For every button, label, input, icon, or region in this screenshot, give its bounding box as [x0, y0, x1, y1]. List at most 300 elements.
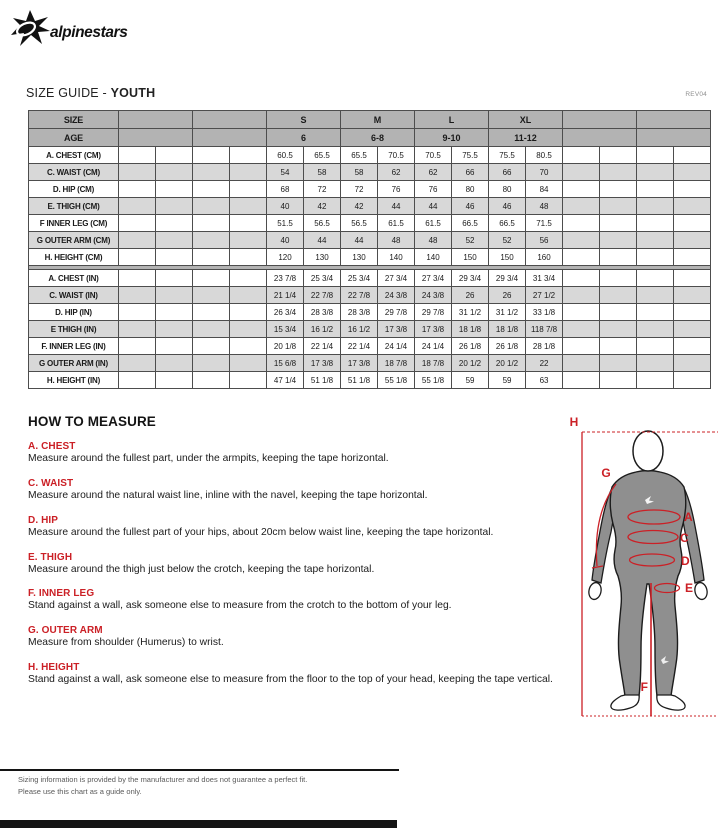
empty-cell: [674, 147, 711, 164]
empty-cell: [156, 270, 193, 287]
empty-header-cell: [119, 129, 193, 147]
empty-cell: [600, 232, 637, 249]
empty-cell: [674, 215, 711, 232]
row-label: A. CHEST (IN): [29, 270, 119, 287]
empty-cell: [119, 249, 156, 266]
measure-item: [28, 552, 568, 577]
empty-cell: [637, 372, 674, 389]
table-row: [29, 304, 711, 321]
empty-cell: [637, 164, 674, 181]
value-cell: 29 7/8: [415, 304, 452, 321]
page-title: [26, 86, 155, 100]
empty-cell: [119, 287, 156, 304]
empty-cell: [637, 270, 674, 287]
figure-body: [610, 471, 686, 697]
empty-cell: [119, 270, 156, 287]
empty-cell: [563, 287, 600, 304]
measure-item-label: C. WAIST: [28, 477, 74, 489]
row-label: H. HEIGHT (IN): [29, 372, 119, 389]
empty-cell: [600, 181, 637, 198]
empty-cell: [674, 338, 711, 355]
empty-cell: [156, 355, 193, 372]
size-table: [28, 110, 711, 389]
empty-header-cell: [637, 129, 711, 147]
value-cell: 23 7/8: [267, 270, 304, 287]
empty-cell: [230, 215, 267, 232]
value-cell: 24 3/8: [378, 287, 415, 304]
footer-divider: [0, 769, 399, 771]
table-row: [29, 338, 711, 355]
empty-cell: [156, 198, 193, 215]
value-cell: 66.5: [489, 215, 526, 232]
empty-cell: [674, 355, 711, 372]
empty-cell: [193, 232, 230, 249]
value-cell: 56.5: [304, 215, 341, 232]
empty-cell: [193, 147, 230, 164]
header-cell: 11-12: [489, 129, 563, 147]
value-cell: 80.5: [526, 147, 563, 164]
value-cell: 44: [341, 232, 378, 249]
empty-cell: [193, 304, 230, 321]
value-cell: 56: [526, 232, 563, 249]
value-cell: 70: [526, 164, 563, 181]
value-cell: 72: [304, 181, 341, 198]
value-cell: 120: [267, 249, 304, 266]
value-cell: 47 1/4: [267, 372, 304, 389]
value-cell: 54: [267, 164, 304, 181]
value-cell: 22 7/8: [341, 287, 378, 304]
value-cell: 150: [452, 249, 489, 266]
measure-item: [28, 588, 568, 613]
value-cell: 65.5: [341, 147, 378, 164]
row-label: E. THIGH (CM): [29, 198, 119, 215]
value-cell: 61.5: [415, 215, 452, 232]
empty-cell: [193, 181, 230, 198]
value-cell: 140: [415, 249, 452, 266]
value-cell: 62: [378, 164, 415, 181]
measure-item: [28, 478, 568, 503]
value-cell: 24 1/4: [378, 338, 415, 355]
empty-cell: [600, 215, 637, 232]
empty-cell: [156, 181, 193, 198]
value-cell: 17 3/8: [415, 321, 452, 338]
value-cell: 68: [267, 181, 304, 198]
value-cell: 55 1/8: [378, 372, 415, 389]
value-cell: 18 7/8: [415, 355, 452, 372]
empty-cell: [193, 270, 230, 287]
figure-label-height: H: [569, 415, 579, 429]
how-to-measure-section: [28, 414, 568, 687]
figure-label-chest: A: [684, 510, 693, 524]
value-cell: 28 3/8: [304, 304, 341, 321]
figure-left-foot: [611, 695, 639, 710]
measure-item-label: D. HIP: [28, 514, 59, 526]
measure-item-label: G. OUTER ARM: [28, 625, 103, 637]
empty-cell: [563, 147, 600, 164]
value-cell: 40: [267, 198, 304, 215]
empty-cell: [119, 147, 156, 164]
empty-cell: [193, 372, 230, 389]
table-row: [29, 181, 711, 198]
table-row: [29, 355, 711, 372]
empty-cell: [119, 321, 156, 338]
value-cell: 58: [341, 164, 378, 181]
empty-cell: [230, 372, 267, 389]
value-cell: 22 1/4: [304, 338, 341, 355]
row-label: E THIGH (IN): [29, 321, 119, 338]
value-cell: 160: [526, 249, 563, 266]
figure-right-foot: [657, 695, 685, 710]
empty-cell: [637, 147, 674, 164]
empty-header-cell: [563, 111, 637, 129]
empty-cell: [230, 249, 267, 266]
value-cell: 46: [489, 198, 526, 215]
empty-cell: [600, 198, 637, 215]
header-cell: S: [267, 111, 341, 129]
empty-cell: [600, 270, 637, 287]
table-row: [29, 147, 711, 164]
empty-cell: [637, 215, 674, 232]
empty-cell: [193, 249, 230, 266]
figure-left-hand: [587, 581, 602, 600]
figure-head: [633, 431, 663, 471]
value-cell: 15 3/4: [267, 321, 304, 338]
value-cell: 84: [526, 181, 563, 198]
how-to-measure-heading: HOW TO MEASURE: [28, 414, 156, 429]
value-cell: 17 3/8: [304, 355, 341, 372]
footer-disclaimer: [18, 774, 307, 797]
empty-cell: [674, 198, 711, 215]
empty-cell: [674, 232, 711, 249]
measure-item-text: Measure around the fullest part of your hips, about 20cm below waist line, keeping the tape horizontal.: [28, 526, 494, 538]
empty-cell: [637, 304, 674, 321]
figure-right-hand: [693, 581, 708, 600]
value-cell: 18 1/8: [489, 321, 526, 338]
value-cell: 46: [452, 198, 489, 215]
value-cell: 52: [452, 232, 489, 249]
header-cell: XL: [489, 111, 563, 129]
age-header-row: [29, 129, 711, 147]
value-cell: 66.5: [452, 215, 489, 232]
value-cell: 59: [489, 372, 526, 389]
value-cell: 42: [341, 198, 378, 215]
table-row: [29, 198, 711, 215]
value-cell: 16 1/2: [341, 321, 378, 338]
empty-header-cell: [637, 111, 711, 129]
value-cell: 48: [526, 198, 563, 215]
empty-cell: [119, 372, 156, 389]
value-cell: 51.5: [267, 215, 304, 232]
footer-bottom-bar: [0, 820, 397, 828]
empty-cell: [563, 181, 600, 198]
empty-header-cell: [563, 129, 637, 147]
value-cell: 65.5: [304, 147, 341, 164]
row-label: C. WAIST (CM): [29, 164, 119, 181]
empty-cell: [156, 215, 193, 232]
row-label: G OUTER ARM (CM): [29, 232, 119, 249]
empty-cell: [230, 164, 267, 181]
measure-item-label: F. INNER LEG: [28, 588, 95, 600]
empty-cell: [563, 372, 600, 389]
empty-cell: [230, 355, 267, 372]
value-cell: 20 1/2: [452, 355, 489, 372]
table-row: [29, 321, 711, 338]
empty-cell: [637, 198, 674, 215]
empty-cell: [637, 232, 674, 249]
empty-cell: [230, 321, 267, 338]
empty-cell: [600, 321, 637, 338]
empty-cell: [119, 215, 156, 232]
empty-cell: [674, 372, 711, 389]
row-label: C. WAIST (IN): [29, 287, 119, 304]
value-cell: 76: [415, 181, 452, 198]
value-cell: 31 3/4: [526, 270, 563, 287]
empty-cell: [600, 338, 637, 355]
empty-cell: [156, 287, 193, 304]
empty-cell: [230, 181, 267, 198]
empty-cell: [563, 338, 600, 355]
empty-cell: [193, 287, 230, 304]
measure-item-text: Stand against a wall, ask someone else to measure from the floor to the top of your head, keeping the tape vertical.: [28, 674, 553, 686]
empty-cell: [637, 287, 674, 304]
empty-cell: [600, 147, 637, 164]
empty-cell: [156, 338, 193, 355]
value-cell: 62: [415, 164, 452, 181]
figure-label-hip: D: [681, 554, 690, 568]
page-title-prefix: SIZE GUIDE -: [26, 86, 107, 100]
empty-cell: [563, 304, 600, 321]
value-cell: 20 1/2: [489, 355, 526, 372]
value-cell: 24 1/4: [415, 338, 452, 355]
empty-cell: [600, 304, 637, 321]
header-cell: M: [341, 111, 415, 129]
value-cell: 31 1/2: [489, 304, 526, 321]
value-cell: 44: [378, 198, 415, 215]
value-cell: 44: [304, 232, 341, 249]
empty-cell: [563, 232, 600, 249]
value-cell: 70.5: [378, 147, 415, 164]
empty-cell: [600, 355, 637, 372]
empty-cell: [563, 164, 600, 181]
value-cell: 56.5: [341, 215, 378, 232]
empty-cell: [674, 164, 711, 181]
empty-cell: [119, 181, 156, 198]
row-label: D. HIP (CM): [29, 181, 119, 198]
value-cell: 48: [378, 232, 415, 249]
value-cell: 33 1/8: [526, 304, 563, 321]
empty-cell: [156, 147, 193, 164]
value-cell: 28 3/8: [341, 304, 378, 321]
table-row: [29, 164, 711, 181]
value-cell: 29 3/4: [452, 270, 489, 287]
value-cell: 75.5: [452, 147, 489, 164]
table-row: [29, 287, 711, 304]
revision-label: REV04: [685, 91, 707, 98]
value-cell: 25 3/4: [341, 270, 378, 287]
page-title-emphasis: YOUTH: [110, 86, 156, 100]
value-cell: 31 1/2: [452, 304, 489, 321]
header-cell: 6: [267, 129, 341, 147]
row-label: F. INNER LEG (IN): [29, 338, 119, 355]
empty-cell: [230, 232, 267, 249]
value-cell: 25 3/4: [304, 270, 341, 287]
figure-label-outer-arm: G: [601, 466, 611, 480]
value-cell: 16 1/2: [304, 321, 341, 338]
empty-cell: [563, 270, 600, 287]
empty-cell: [156, 249, 193, 266]
value-cell: 28 1/8: [526, 338, 563, 355]
value-cell: 60.5: [267, 147, 304, 164]
empty-cell: [563, 215, 600, 232]
value-cell: 17 3/8: [378, 321, 415, 338]
header-cell: 6-8: [341, 129, 415, 147]
value-cell: 44: [415, 198, 452, 215]
empty-cell: [156, 321, 193, 338]
value-cell: 26 3/4: [267, 304, 304, 321]
empty-cell: [230, 338, 267, 355]
value-cell: 22 1/4: [341, 338, 378, 355]
empty-cell: [119, 355, 156, 372]
measure-item: [28, 625, 568, 650]
empty-cell: [600, 287, 637, 304]
empty-cell: [674, 321, 711, 338]
value-cell: 52: [489, 232, 526, 249]
empty-cell: [563, 198, 600, 215]
value-cell: 17 3/8: [341, 355, 378, 372]
value-cell: 18 1/8: [452, 321, 489, 338]
figure-label-inner-leg: F: [640, 680, 648, 694]
empty-cell: [193, 164, 230, 181]
row-label: H. HEIGHT (CM): [29, 249, 119, 266]
measure-item-label: H. HEIGHT: [28, 662, 80, 674]
footer-disclaimer-line2: Please use this chart as a guide only.: [18, 786, 142, 796]
empty-cell: [674, 304, 711, 321]
measure-item: [28, 662, 568, 687]
value-cell: 26: [452, 287, 489, 304]
empty-cell: [230, 270, 267, 287]
value-cell: 20 1/8: [267, 338, 304, 355]
measure-item-text: Measure around the thigh just below the crotch, keeping the tape horizontal.: [28, 563, 375, 575]
value-cell: 29 7/8: [378, 304, 415, 321]
value-cell: 118 7/8: [526, 321, 563, 338]
value-cell: 66: [489, 164, 526, 181]
value-cell: 26 1/8: [489, 338, 526, 355]
value-cell: 27 1/2: [526, 287, 563, 304]
empty-cell: [637, 321, 674, 338]
value-cell: 71.5: [526, 215, 563, 232]
empty-cell: [119, 304, 156, 321]
empty-cell: [156, 304, 193, 321]
measure-item: [28, 441, 568, 466]
row-label: A. CHEST (CM): [29, 147, 119, 164]
row-label: G OUTER ARM (IN): [29, 355, 119, 372]
table-row: [29, 270, 711, 287]
measure-item-text: Stand against a wall, ask someone else to measure from the crotch to the bottom of your leg.: [28, 600, 452, 612]
empty-cell: [156, 164, 193, 181]
value-cell: 140: [378, 249, 415, 266]
value-cell: 48: [415, 232, 452, 249]
value-cell: 42: [304, 198, 341, 215]
header-cell: 9-10: [415, 129, 489, 147]
row-label: F INNER LEG (CM): [29, 215, 119, 232]
empty-cell: [674, 249, 711, 266]
value-cell: 22 7/8: [304, 287, 341, 304]
value-cell: 18 7/8: [378, 355, 415, 372]
empty-cell: [193, 355, 230, 372]
empty-header-cell: [193, 111, 267, 129]
empty-cell: [230, 304, 267, 321]
value-cell: 59: [452, 372, 489, 389]
value-cell: 130: [304, 249, 341, 266]
empty-cell: [193, 215, 230, 232]
alpinestars-star-icon: [11, 10, 50, 46]
empty-cell: [563, 321, 600, 338]
empty-cell: [637, 338, 674, 355]
table-row: [29, 215, 711, 232]
empty-cell: [119, 198, 156, 215]
measure-item-text: Measure from shoulder (Humerus) to wrist.: [28, 637, 224, 649]
alpinestars-logo-graphic: [10, 8, 135, 50]
empty-cell: [193, 338, 230, 355]
empty-cell: [156, 232, 193, 249]
empty-cell: [563, 355, 600, 372]
empty-cell: [156, 372, 193, 389]
empty-cell: [637, 249, 674, 266]
measure-item: [28, 515, 568, 540]
how-to-measure-items: [28, 441, 568, 687]
empty-cell: [674, 287, 711, 304]
empty-cell: [119, 232, 156, 249]
measure-item-label: E. THIGH: [28, 551, 73, 563]
value-cell: 26 1/8: [452, 338, 489, 355]
empty-cell: [230, 287, 267, 304]
value-cell: 51 1/8: [341, 372, 378, 389]
value-cell: 70.5: [415, 147, 452, 164]
empty-cell: [637, 181, 674, 198]
value-cell: 22: [526, 355, 563, 372]
brand-logo: [10, 8, 135, 55]
empty-cell: [230, 198, 267, 215]
value-cell: 26: [489, 287, 526, 304]
brand-logo-text: alpinestars: [50, 24, 128, 41]
empty-cell: [230, 147, 267, 164]
empty-cell: [119, 338, 156, 355]
table-row: [29, 232, 711, 249]
value-cell: 55 1/8: [415, 372, 452, 389]
value-cell: 27 3/4: [378, 270, 415, 287]
value-cell: 75.5: [489, 147, 526, 164]
empty-cell: [193, 198, 230, 215]
empty-cell: [600, 372, 637, 389]
value-cell: 66: [452, 164, 489, 181]
body-measurement-diagram: [562, 410, 718, 764]
footer-disclaimer-line1: Sizing information is provided by the manufacturer and does not guarantee a perfect fit.: [18, 775, 308, 784]
empty-cell: [637, 355, 674, 372]
empty-cell: [674, 270, 711, 287]
size-table-body: [29, 111, 711, 389]
table-row: [29, 249, 711, 266]
value-cell: 72: [341, 181, 378, 198]
empty-cell: [119, 164, 156, 181]
value-cell: 80: [489, 181, 526, 198]
empty-cell: [600, 249, 637, 266]
empty-cell: [600, 164, 637, 181]
empty-cell: [193, 321, 230, 338]
value-cell: 40: [267, 232, 304, 249]
value-cell: 58: [304, 164, 341, 181]
row-label: D. HIP (IN): [29, 304, 119, 321]
value-cell: 130: [341, 249, 378, 266]
